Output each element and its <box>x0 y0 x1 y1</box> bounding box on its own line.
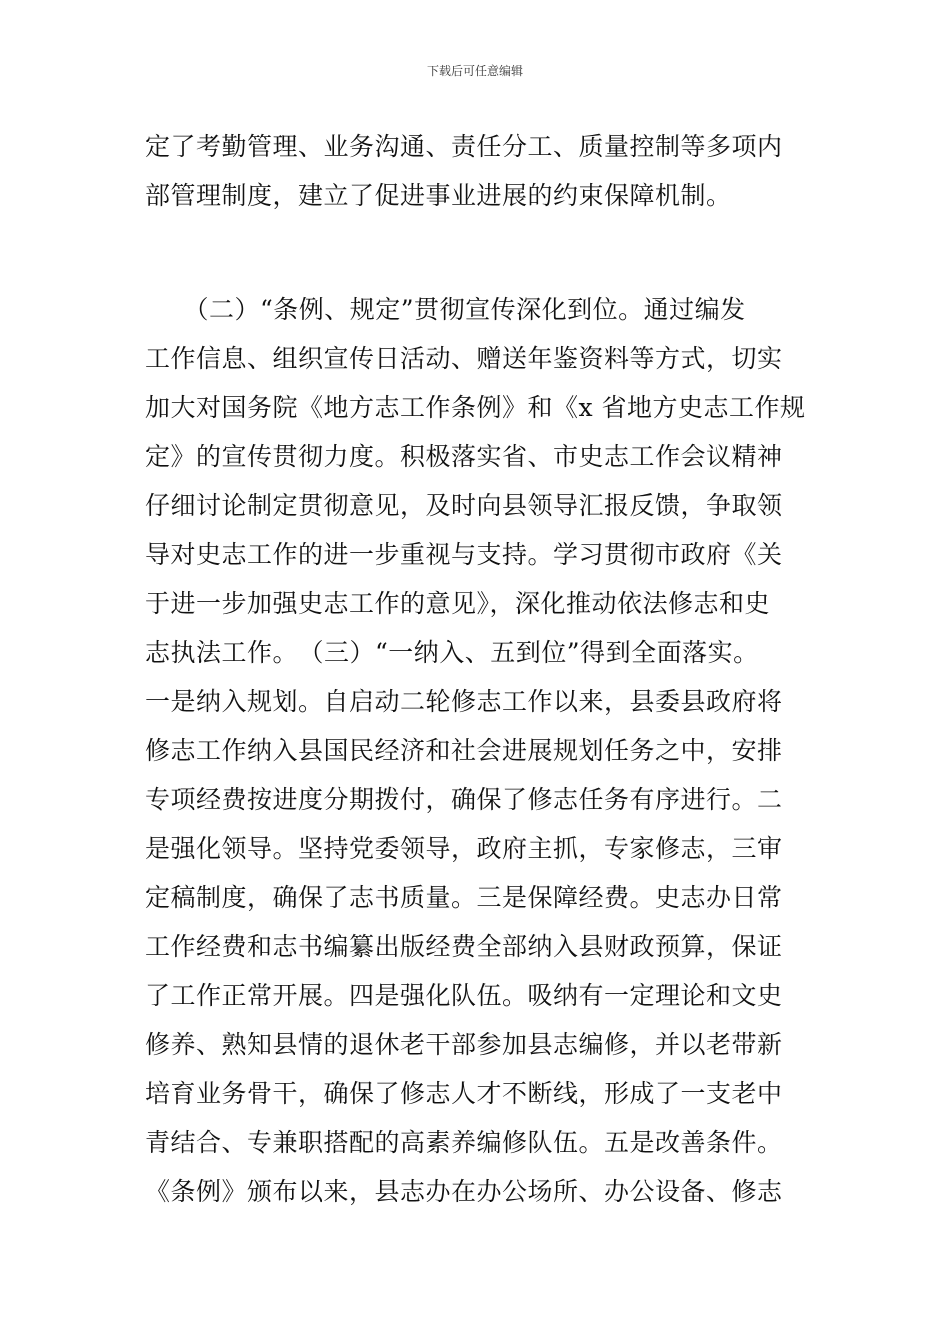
text-line: 《条例》颁布以来，县志办在办公场所、办公设备、修志 <box>145 1177 783 1206</box>
text-line: 修志工作纳入县国民经济和社会进展规划任务之中，安排 <box>145 736 783 765</box>
text-line: 了工作正常开展。四是强化队伍。吸纳有一定理论和文史 <box>145 981 783 1010</box>
text-line: 一是纳入规划。自启动二轮修志工作以来，县委县政府将 <box>145 687 783 716</box>
text-line: 专项经费按进度分期拨付，确保了修志任务有序进行。二 <box>145 785 783 814</box>
text-line: 仔细讨论制定贯彻意见，及时向县领导汇报反馈，争取领 <box>145 491 783 520</box>
paragraph-section-two-three <box>145 285 810 1216</box>
text-line: 定稿制度，确保了志书质量。三是保障经费。史志办日常 <box>145 883 783 912</box>
text-line: 导对史志工作的进一步重视与支持。学习贯彻市政府《关 <box>145 540 783 569</box>
text-line: 部管理制度，建立了促进事业进展的约束保障机制。 <box>145 181 732 210</box>
text-line: （二）“条例、规定”贯彻宣传深化到位。通过编发 <box>145 295 746 324</box>
paragraph-continuation <box>145 122 810 220</box>
text-line: 定了考勤管理、业务沟通、责任分工、质量控制等多项内 <box>145 132 783 161</box>
text-line: 工作经费和志书编纂出版经费全部纳入县财政预算，保证 <box>145 932 783 961</box>
page-header-caption: 下载后可任意编辑 <box>426 64 523 78</box>
text-line: 加大对国务院《地方志工作条例》和《x 省地方史志工作规 <box>145 393 806 422</box>
text-line: 于进一步加强史志工作的意见》，深化推动依法修志和史 <box>145 589 771 618</box>
text-line: 工作信息、组织宣传日活动、赠送年鉴资料等方式，切实 <box>145 344 783 373</box>
text-line: 修养、熟知县情的退休老干部参加县志编修，并以老带新 <box>145 1030 783 1059</box>
text-line: 青结合、专兼职搭配的高素养编修队伍。五是改善条件。 <box>145 1128 783 1157</box>
text-line: 培育业务骨干，确保了修志人才不断线，形成了一支老中 <box>145 1079 783 1108</box>
text-line: 定》的宣传贯彻力度。积极落实省、市史志工作会议精神 <box>145 442 783 471</box>
text-line: 志执法工作。 （三）“一纳入、五到位”得到全面落实。 <box>145 638 759 667</box>
text-line: 是强化领导。坚持党委领导，政府主抓，专家修志，三审 <box>145 834 783 863</box>
